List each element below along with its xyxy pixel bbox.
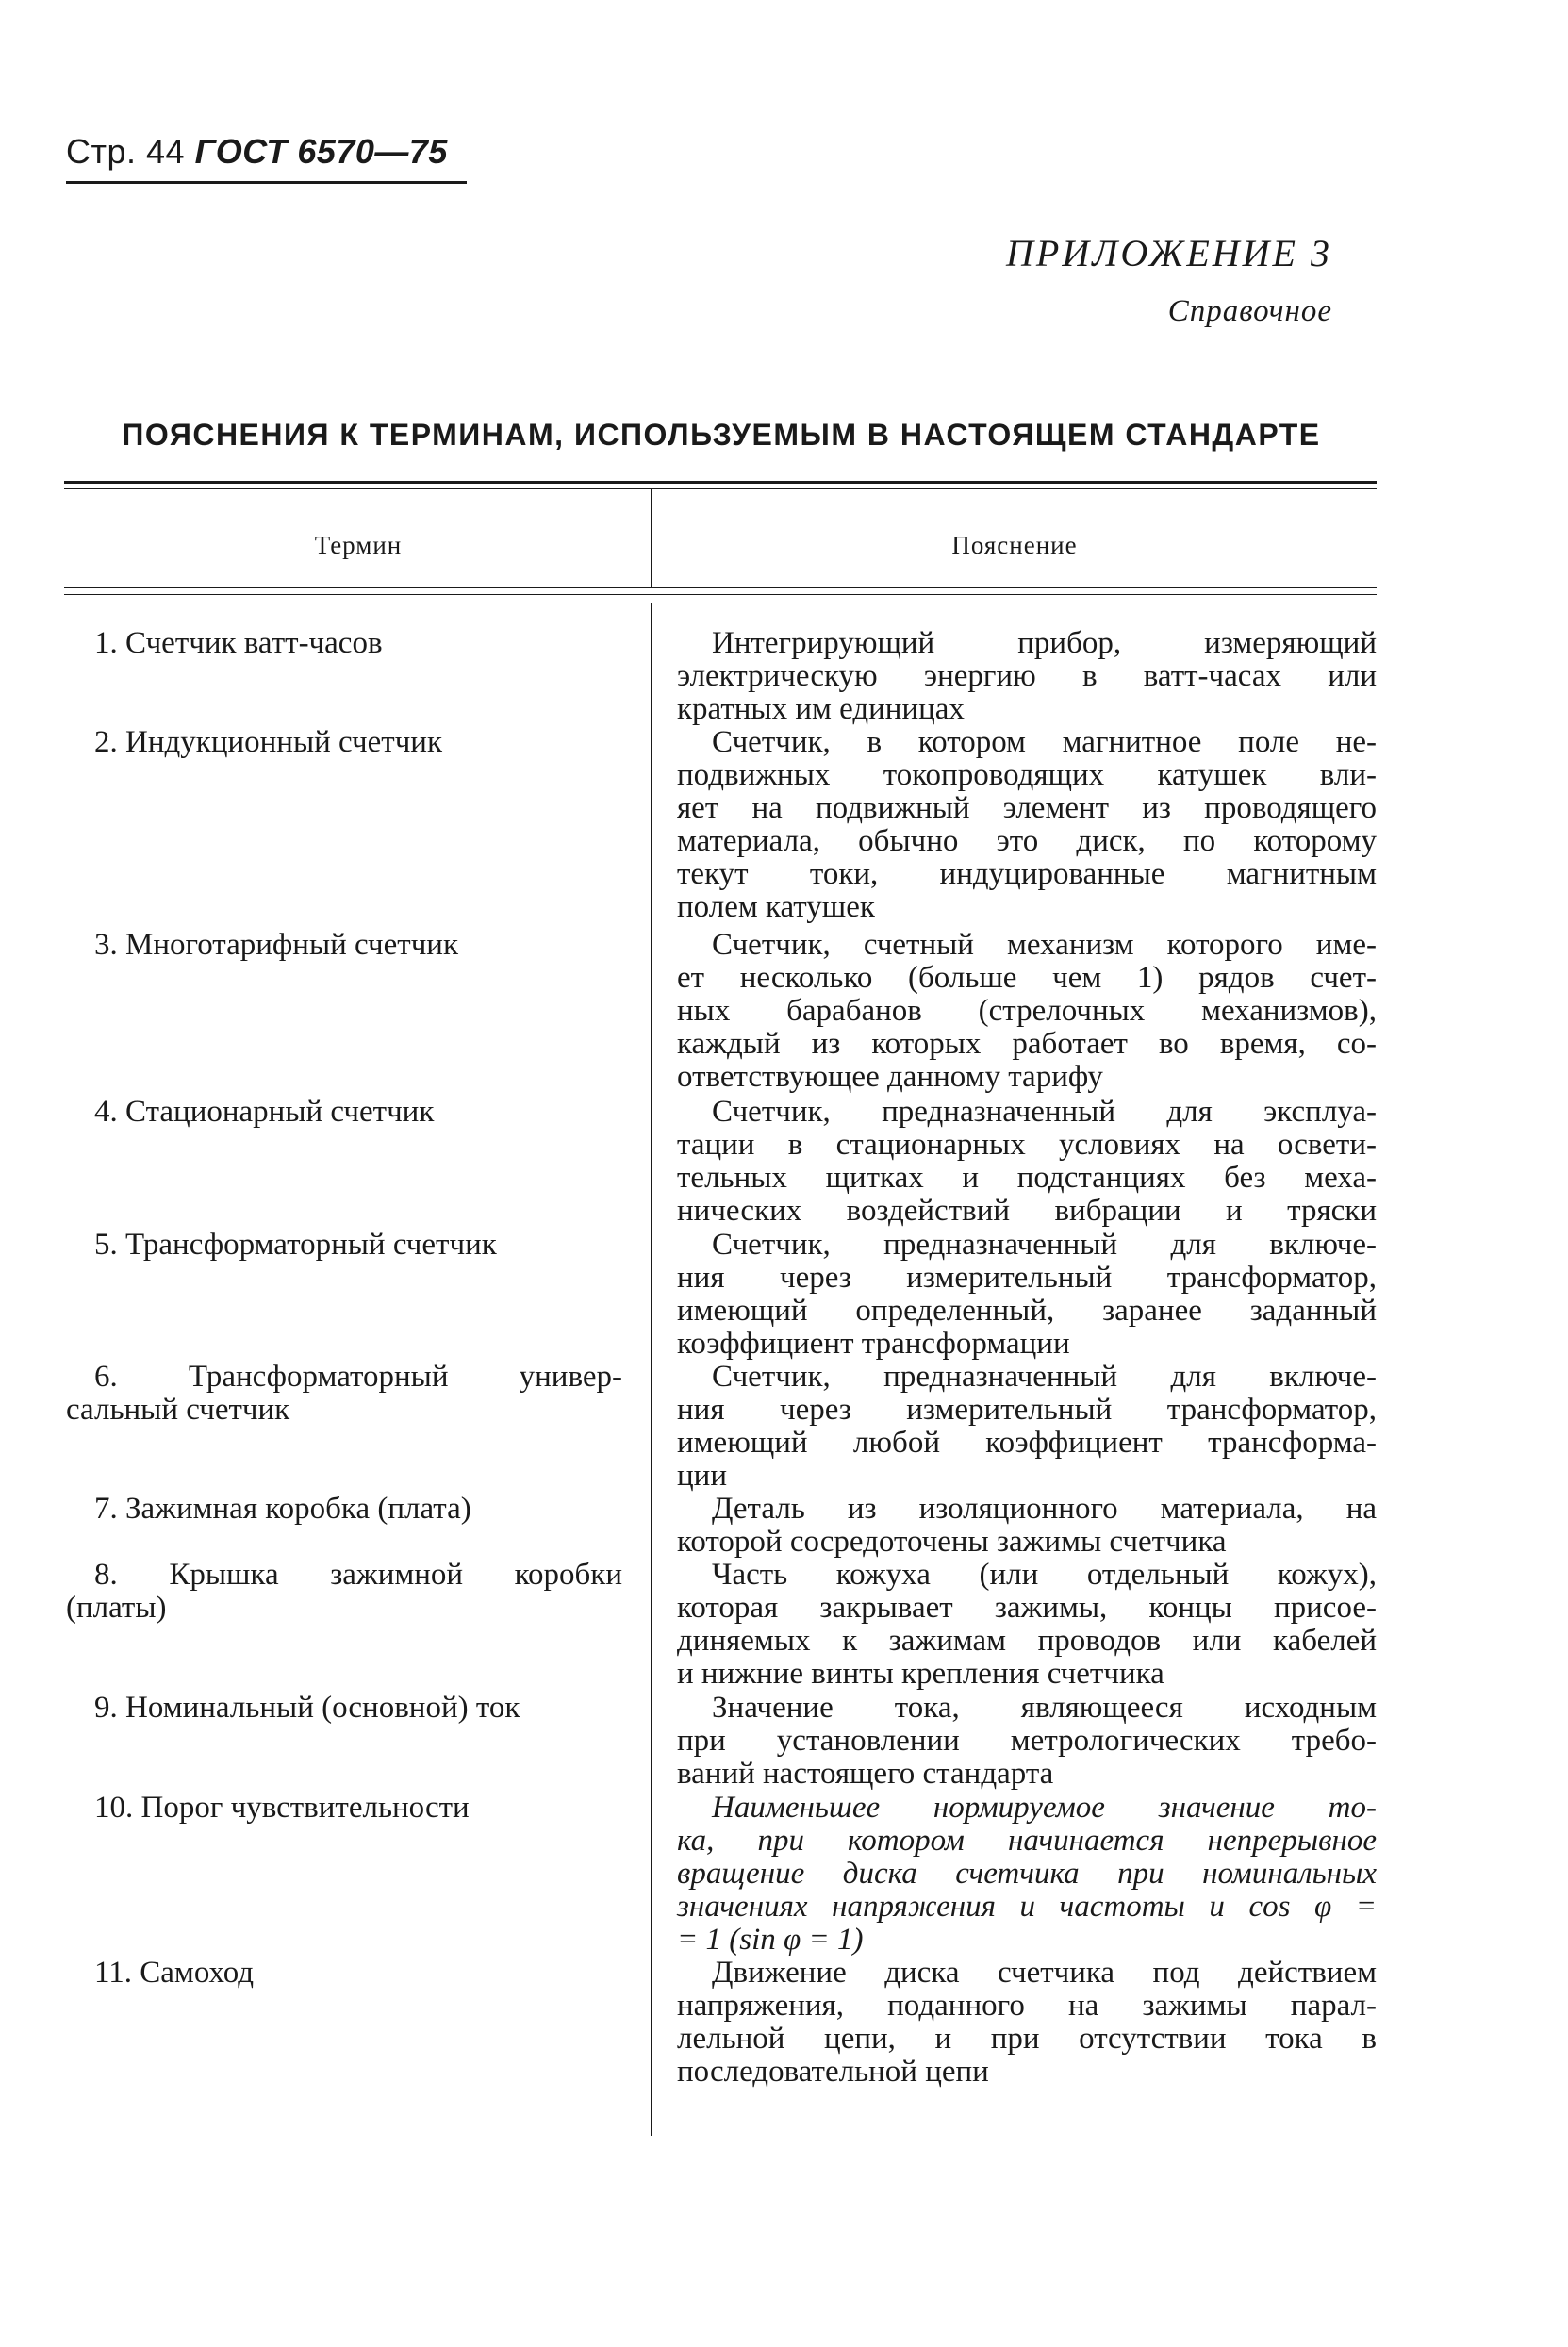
explanation-line: полем катушек [677, 890, 875, 924]
explanation-line: Значение тока, являющееся исходным [712, 1691, 1377, 1725]
explanation-line: Счетчик, счетный механизм которого име- [712, 928, 1377, 962]
explanation-line: имеющий любой коэффициент трансформа- [677, 1426, 1377, 1460]
explanation-line: коэффициент трансформации [677, 1327, 1070, 1361]
explanation-line: Часть кожуха (или отдельный кожух), [712, 1558, 1377, 1592]
explanation-line: ка, при котором начинается непрерывное [677, 1824, 1377, 1858]
appendix-subtitle: Справочное [1167, 294, 1332, 328]
explanation-line: яет на подвижный элемент из проводящего [677, 791, 1377, 825]
column-header-term: Термин [314, 531, 403, 559]
explanation-line: которая закрывает зажимы, концы присое- [677, 1591, 1377, 1625]
explanation-line: нических воздействий вибрации и тряски [677, 1194, 1377, 1228]
explanation-line: имеющий определенный, заранее заданный [677, 1294, 1377, 1328]
term-cell [66, 1229, 622, 1262]
explanation-line: Наименьшее нормируемое значение то- [712, 1791, 1377, 1825]
explanation-line: ния через измерительный трансформатор, [677, 1393, 1377, 1427]
explanation-cell [677, 1559, 1377, 1691]
column-header-explanation: Пояснение [951, 531, 1078, 559]
explanation-cell [677, 1692, 1377, 1791]
explanation-line: Движение диска счетчика под действием [712, 1956, 1377, 1990]
explanation-cell [677, 1792, 1377, 1957]
term-line: 4. Стационарный счетчик [94, 1095, 435, 1129]
explanation-cell [677, 1361, 1377, 1493]
explanation-line: вращение диска счетчика при номинальных [677, 1857, 1377, 1891]
explanation-line: напряжения, поданного на зажимы парал- [677, 1989, 1377, 2023]
explanation-line: Счетчик, предназначенный для включе- [712, 1228, 1377, 1262]
explanation-line: текут токи, индуцированные магнитным [677, 857, 1377, 891]
explanation-line: электрическую энергию в ватт-часах или [677, 659, 1377, 693]
appendix-title: ПРИЛОЖЕНИЕ 3 [1006, 232, 1332, 274]
explanation-line: которой сосредоточены зажимы счетчика [677, 1525, 1227, 1559]
explanation-line: материала, обычно это диск, по которому [677, 824, 1377, 858]
explanation-line: лельной цепи, и при отсутствии тока в [677, 2022, 1377, 2056]
explanation-cell [677, 726, 1377, 924]
explanation-cell [677, 627, 1377, 726]
term-line: 10. Порог чувствительности [94, 1791, 470, 1825]
explanation-line: последовательной цепи [677, 2055, 989, 2089]
header-bottom-rule [64, 587, 1377, 588]
explanation-line: ответствующее данному тарифу [677, 1060, 1103, 1094]
explanation-line: = 1 (sin φ = 1) [677, 1923, 864, 1957]
explanation-line: ных барабанов (стрелочных механизмов), [677, 994, 1377, 1028]
term-line: 3. Многотарифный счетчик [94, 928, 458, 962]
header-bottom-rule-thin [64, 594, 1377, 595]
explanation-line: кратных им единицах [677, 692, 965, 726]
term-line: 5. Трансформаторный счетчик [94, 1228, 497, 1262]
explanation-line: диняемых к зажимам проводов или кабелей [677, 1624, 1377, 1658]
term-cell [66, 1957, 622, 1990]
term-cell [66, 1792, 622, 1825]
term-line: 9. Номинальный (основной) ток [94, 1691, 520, 1725]
explanation-cell [677, 1493, 1377, 1559]
explanation-line: Деталь из изоляционного материала, на [712, 1492, 1377, 1526]
page-number: Стр. 44 [66, 132, 186, 171]
explanation-line: Счетчик, в котором магнитное поле не- [712, 725, 1377, 759]
explanation-cell [677, 1229, 1377, 1361]
term-cell [66, 1096, 622, 1129]
explanation-line: ет несколько (больше чем 1) рядов счет- [677, 961, 1377, 995]
term-line: 2. Индукционный счетчик [94, 725, 442, 759]
term-cell [66, 929, 622, 962]
explanation-line: тельных щитках и подстанциях без меха- [677, 1161, 1377, 1195]
explanation-line: значениях напряжения и частоты и cos φ = [677, 1890, 1377, 1924]
appendix-block [1006, 231, 1332, 329]
explanation-line: тации в стационарных условиях на освети- [677, 1128, 1377, 1162]
term-cell [66, 726, 622, 759]
term-cell [66, 1559, 622, 1625]
term-line: 1. Счетчик ватт-часов [94, 626, 383, 660]
explanation-line: каждый из которых работает во время, со- [677, 1027, 1377, 1061]
explanation-cell [677, 1096, 1377, 1228]
term-cell [66, 1493, 622, 1526]
explanation-line: при установлении метрологических требо- [677, 1724, 1377, 1758]
document-title: ПОЯСНЕНИЯ К ТЕРМИНАМ, ИСПОЛЬЗУЕМЫМ В НАСТОЯЩЕМ СТАНДАРТЕ [122, 418, 1321, 452]
term-line: 11. Самоход [94, 1956, 255, 1990]
explanation-cell [677, 929, 1377, 1094]
term-cell [66, 627, 622, 660]
explanation-cell [677, 1957, 1377, 2089]
gost-number: ГОСТ 6570—75 [194, 132, 448, 171]
body-column-divider [651, 603, 652, 2136]
term-line: 7. Зажимная коробка (плата) [94, 1492, 471, 1526]
term-cell [66, 1692, 622, 1725]
explanation-line: подвижных токопроводящих катушек вли- [677, 758, 1377, 792]
term-line: 8. Крышка зажимной коробки [94, 1558, 622, 1592]
page-header [66, 132, 448, 172]
term-line: 6. Трансформаторный универ- [94, 1360, 622, 1394]
explanation-line: Счетчик, предназначенный для эксплуа- [712, 1095, 1377, 1129]
explanation-line: и нижние винты крепления счетчика [677, 1657, 1164, 1691]
term-line: сальный счетчик [66, 1393, 290, 1427]
explanation-line: Счетчик, предназначенный для включе- [712, 1360, 1377, 1394]
explanation-line: Интегрирующий прибор, измеряющий [712, 626, 1377, 660]
explanation-line: ваний настоящего стандарта [677, 1757, 1054, 1791]
header-rule [66, 181, 467, 184]
explanation-line: ния через измерительный трансформатор, [677, 1261, 1377, 1295]
term-cell [66, 1361, 622, 1427]
table-top-rule-thin [64, 488, 1377, 489]
table-top-rule [64, 481, 1377, 484]
explanation-line: ции [677, 1459, 727, 1493]
term-line: (платы) [66, 1591, 167, 1625]
